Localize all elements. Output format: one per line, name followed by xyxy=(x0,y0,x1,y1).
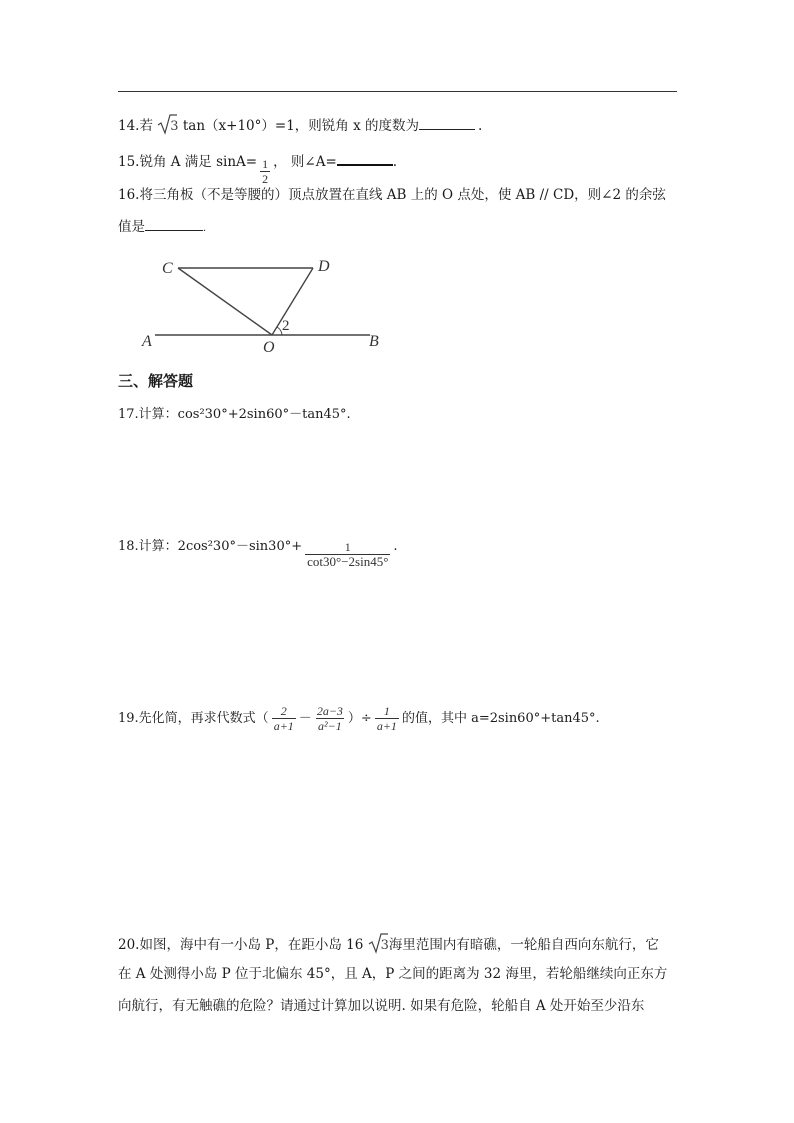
fraction-denominator: a+1 xyxy=(273,719,294,733)
question-19 xyxy=(118,704,600,733)
question-17 xyxy=(118,405,351,425)
question-14-number: 14.若 xyxy=(118,118,153,134)
fraction-2-over-a-plus-1 xyxy=(272,704,296,733)
label-c: C xyxy=(162,260,173,277)
question-16-end: . xyxy=(203,223,207,234)
section-heading: 三、解答题 xyxy=(118,372,194,390)
question-18-end: . xyxy=(393,539,398,554)
question-18 xyxy=(118,537,398,569)
label-d: D xyxy=(318,258,330,275)
fraction-denominator: a+1 xyxy=(376,719,397,733)
close-paren-divide: ）÷ xyxy=(347,711,372,726)
question-14 xyxy=(118,113,482,137)
label-angle-2: 2 xyxy=(282,318,290,334)
question-14-text: tan（x+10°）=1，则锐角 x 的度数为 xyxy=(182,118,419,134)
question-16-line-1 xyxy=(118,185,666,205)
fraction-denominator: cot30°−2sin45° xyxy=(307,554,389,569)
sqrt-argument: 3 xyxy=(170,119,179,134)
question-16-line-2 xyxy=(118,216,206,239)
question-20-text-cont: 海里范围内有暗礁，一轮船自西向东航行，它 xyxy=(388,937,659,953)
question-16-prefix: 值是 xyxy=(118,219,145,235)
fraction-numerator: 1 xyxy=(262,157,269,171)
header-rule xyxy=(118,91,677,92)
question-20-line-3-text: 向航行，有无触礁的危险？请通过计算加以说明. 如果有危险，轮船自 A 处开始至少沿东 xyxy=(118,998,645,1014)
question-15-middle: ， 则∠A= xyxy=(273,154,337,170)
segment-do xyxy=(272,268,313,335)
triangle-figure xyxy=(130,248,400,358)
fraction-denominator: 2 xyxy=(262,172,269,186)
sqrt-symbol xyxy=(368,932,389,956)
fraction-numerator: 2 xyxy=(280,704,287,718)
fraction-one-half xyxy=(260,157,270,186)
question-15-end: . xyxy=(392,154,398,170)
question-15-text: 15.锐角 A 满足 sinA= xyxy=(118,154,258,170)
question-19-text: 19.先化简，再求代数式（ xyxy=(118,711,269,726)
label-a: A xyxy=(142,333,152,350)
question-20-line-2-text: 在 A 处测得小岛 P 位于北偏东 45°，且 A，P 之间的距离为 32 海里，若轮船继续向正东方 xyxy=(118,966,668,982)
question-14-end: . xyxy=(477,118,483,134)
fraction-numerator: 1 xyxy=(383,704,390,718)
fraction-2a-minus-3 xyxy=(315,704,345,733)
fraction-numerator: 1 xyxy=(344,540,351,554)
fraction-1-over-a-plus-1 xyxy=(375,704,399,733)
answer-blank-14[interactable] xyxy=(419,115,475,130)
question-17-text: 17.计算：cos²30°+2sin60°－tan45°. xyxy=(118,407,351,422)
question-19-suffix: 的值，其中 a=2sin60°+tan45°. xyxy=(401,711,600,726)
answer-blank-15[interactable] xyxy=(337,150,393,166)
fraction-q18 xyxy=(305,540,390,569)
fraction-numerator: 2a−3 xyxy=(316,704,343,718)
question-20-line-2 xyxy=(118,964,667,984)
fraction-denominator: a²−1 xyxy=(318,719,342,733)
label-b: B xyxy=(369,333,379,350)
question-20-line-1 xyxy=(118,932,659,956)
question-16-text: 16.将三角板（不是等腰的）顶点放置在直线 AB 上的 O 点处，使 AB // CD，则∠2 的余弦 xyxy=(118,187,666,203)
segment-co xyxy=(178,268,272,335)
question-15 xyxy=(118,150,397,186)
question-18-text: 18.计算：2cos²30°－sin30°+ xyxy=(118,539,303,554)
question-20-line-3 xyxy=(118,996,644,1016)
geometry-figure xyxy=(130,248,400,362)
sqrt-symbol xyxy=(157,113,178,137)
sqrt-argument: 3 xyxy=(380,938,389,953)
question-20-text: 20.如图，海中有一小岛 P，在距小岛 16 xyxy=(118,937,364,953)
label-o: O xyxy=(263,339,275,356)
answer-blank-16[interactable] xyxy=(145,216,203,231)
minus-sign: － xyxy=(298,711,312,726)
